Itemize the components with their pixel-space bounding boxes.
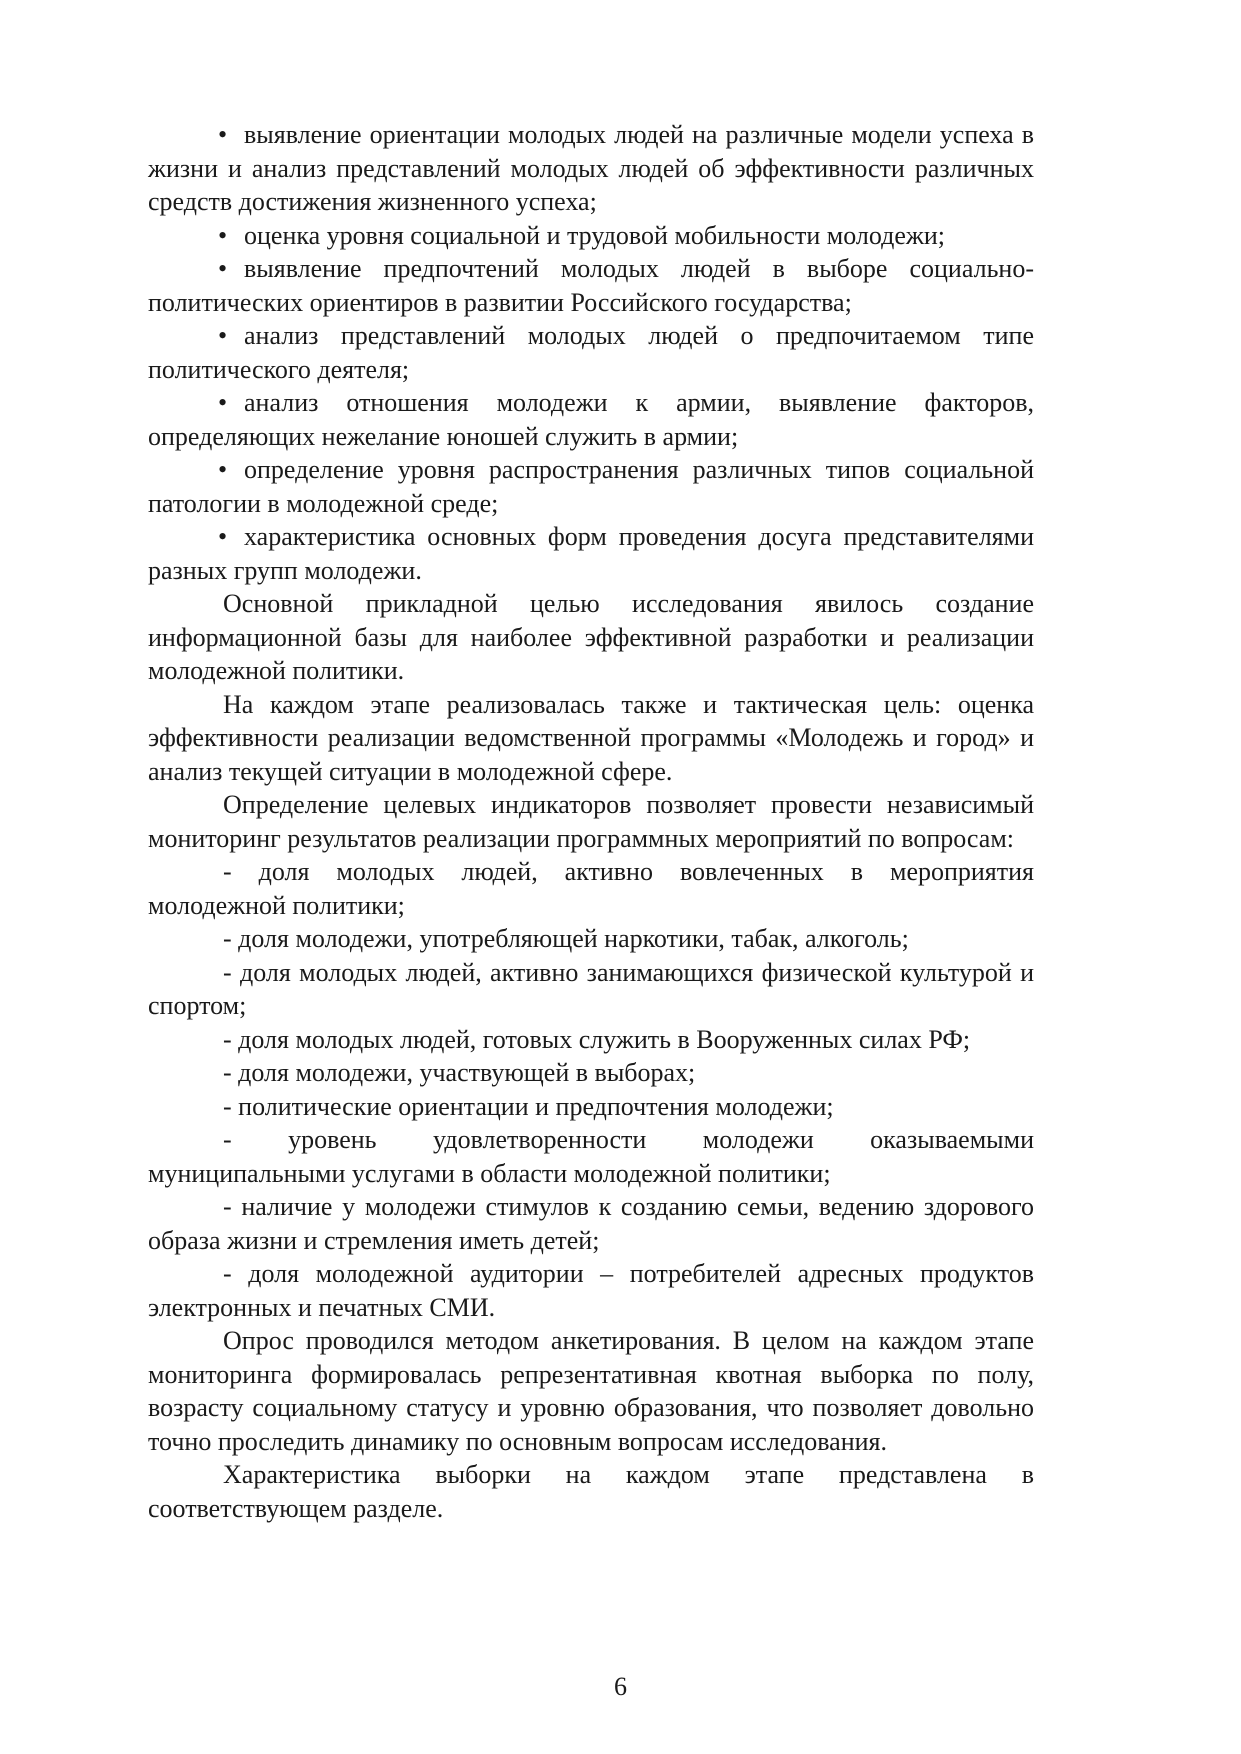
text-body (148, 118, 1034, 1525)
bullet-item: • выявление предпочтений молодых людей в выборе социально-политических ориентиров в развитии Российского государства; (148, 254, 1034, 317)
bullet-icon: • (218, 321, 228, 350)
bullet-item: • анализ представлений молодых людей о предпочитаемом типе политического деятеля; (148, 321, 1034, 384)
bullet-item: • оценка уровня социальной и трудовой мобильности молодежи; (148, 219, 1034, 253)
bullet-icon: • (218, 254, 228, 283)
bullet-icon: • (218, 522, 228, 551)
paragraph-goal: Основной прикладной целью исследования явилось создание информационной базы для наиболее эффективной разработки и реализации молодежной политики. (148, 589, 1034, 685)
paragraph-survey: Опрос проводился методом анкетирования. В целом на каждом этапе мониторинга формировалась репрезентативная квотная выборка по полу, возрасту социальному статусу и уровню образования, что позволяет довольно точно проследить динамику по основным вопросам исследования. (148, 1326, 1034, 1456)
bullet-icon: • (218, 220, 228, 250)
page-number: 6 (614, 1672, 627, 1701)
indicator-item: - политические ориентации и предпочтения молодежи; (223, 1091, 834, 1121)
paragraph-tactical: На каждом этапе реализовалась также и тактическая цель: оценка эффективности реализации ведомственной программы «Молодежь и город» и анализ текущей ситуации в молодежной сфере. (148, 689, 1034, 786)
bullet-icon: • (218, 455, 228, 484)
paragraph-sample: Характеристика выборки на каждом этапе представлена в соответствующем разделе. (148, 1460, 1034, 1523)
indicator-item: - доля молодежи, употребляющей наркотики, табак, алкоголь; (223, 924, 909, 953)
indicator-item: - доля молодых людей, активно вовлеченных в мероприятия молодежной политики; (148, 857, 1034, 920)
bullet-item: • выявление ориентации молодых людей на различные модели успеха в жизни и анализ представлений молодых людей об эффективности различных средств достижения жизненного успеха; (148, 120, 1034, 216)
bullet-icon: • (218, 120, 228, 149)
indicator-item: - доля молодежи, участвующей в выборах; (223, 1058, 696, 1087)
indicator-item: - уровень удовлетворенности молодежи оказываемыми муниципальными услугами в области молодежной политики; (148, 1125, 1034, 1188)
indicator-item: - доля молодых людей, готовых служить в Вооруженных силах РФ; (223, 1024, 971, 1054)
paragraph-indicators: Определение целевых индикаторов позволяет провести независимый мониторинг результатов реализации программных мероприятий по вопросам: (148, 790, 1034, 853)
bullet-item: • определение уровня распространения различных типов социальной патологии в молодежной среде; (148, 455, 1034, 518)
bullet-item: • анализ отношения молодежи к армии, выявление факторов, определяющих нежелание юношей служить в армии; (148, 388, 1034, 451)
indicator-item: - доля молодежной аудитории – потребителей адресных продуктов электронных и печатных СМИ. (148, 1259, 1034, 1322)
indicator-item: - доля молодых людей, активно занимающихся физической культурой и спортом; (148, 957, 1034, 1020)
bullet-icon: • (218, 388, 228, 417)
bullet-item: • характеристика основных форм проведения досуга представителями разных групп молодежи. (148, 522, 1034, 585)
indicator-item: - наличие у молодежи стимулов к созданию семьи, ведению здорового образа жизни и стремления иметь детей; (148, 1192, 1034, 1255)
